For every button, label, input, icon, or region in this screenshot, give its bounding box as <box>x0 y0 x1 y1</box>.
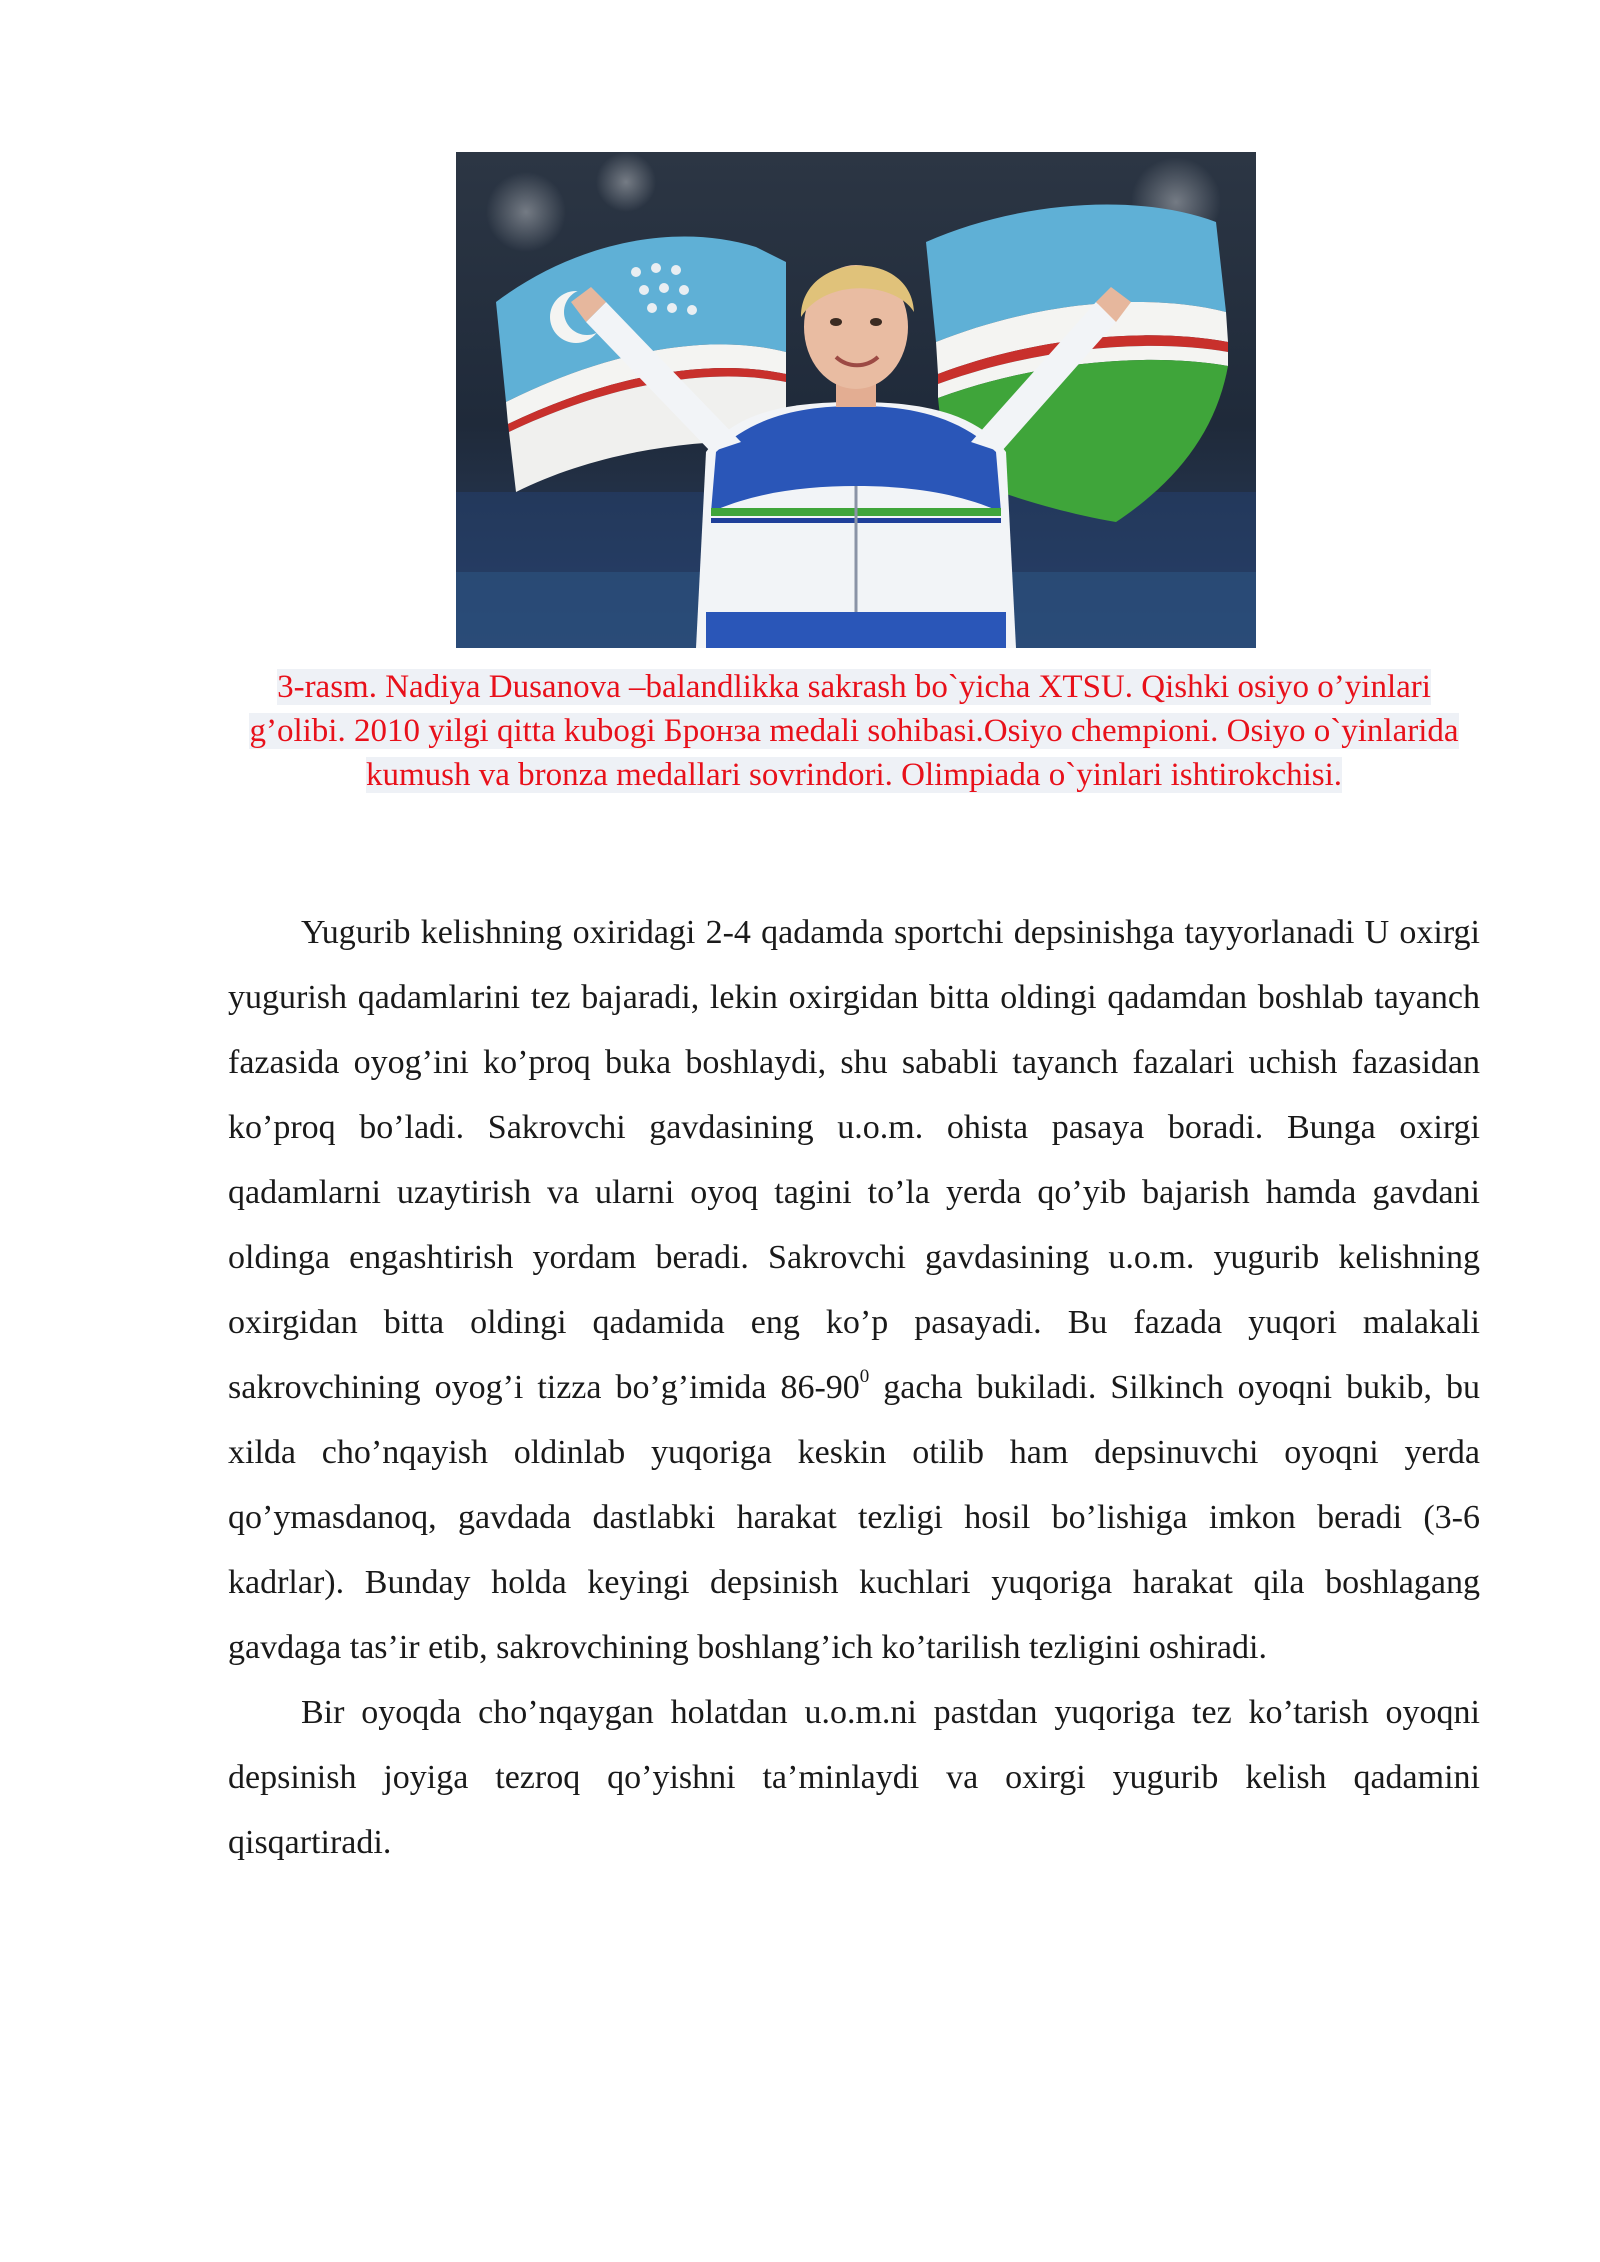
degree-superscript: 0 <box>859 1366 870 1387</box>
athlete-photo <box>456 152 1256 648</box>
paragraph-1 <box>228 900 1480 1680</box>
paragraph-1-text-continued: gacha bukiladi. Silkinch oyoqni bukib, bu xilda cho’nqayish oldinlab yuqoriga keskin otilib ham depsinuvchi oyoqni yerda qo’ymasdanoq, gavdada dastlabki harakat tezligi hosil bo’lishiga imkon beradi (3-6 kadrlar). Bunday holda keyingi depsinish kuchlari yuqoriga harakat qila boshlagang gavdaga tas’ir etib, sakrovchining boshlang’ich ko’tarilish tezligini oshiradi. <box>228 1369 1480 1666</box>
body-text <box>228 900 1480 1875</box>
athlete-with-flag-image <box>456 152 1256 648</box>
figure-caption-text: 3-rasm. Nadiya Dusanova –balandlikka sakrash bo`yicha XTSU. Qishki osiyo o’yinlari g’olibi. 2010 yilgi qitta kubogi Бронза medali sohibasi.Osiyo chempioni. Osiyo o`yinlarida kumush va bronza medallari sovrindori. Olimpiada o`yinlari ishtirokchisi. <box>249 669 1459 793</box>
figure-caption <box>228 665 1480 797</box>
paragraph-2 <box>228 1680 1480 1875</box>
paragraph-1-text: Yugurib kelishning oxiridagi 2-4 qadamda sportchi depsinishga tayyorlanadi U oxirgi yugurish qadamlarini tez bajaradi, lekin oxirgidan bitta oldingi qadamdan boshlab tayanch fazasida oyog’ini ko’proq buka boshlaydi, shu sababli tayanch fazalari uchish fazasidan ko’proq bo’ladi. Sakrovchi gavdasining u.o.m. ohista pasaya boradi. Bunga oxirgi qadamlarni uzaytirish va ularni oyoq tagini to’la yerda qo’yib bajarish hamda gavdani oldinga engashtirish yordam beradi. Sakrovchi gavdasining u.o.m. yugurib kelishning oxirgidan bitta oldingi qadamida eng ko’p pasayadi. Bu fazada yuqori malakali sakrovchining oyog’i tizza bo’g’imida 86-90 <box>228 914 1480 1406</box>
paragraph-2-text: Bir oyoqda cho’nqaygan holatdan u.o.m.ni pastdan yuqoriga tez ko’tarish oyoqni depsinish joyiga tezroq qo’yishni ta’minlaydi va oxirgi yugurib kelish qadamini qisqartiradi. <box>228 1694 1480 1861</box>
